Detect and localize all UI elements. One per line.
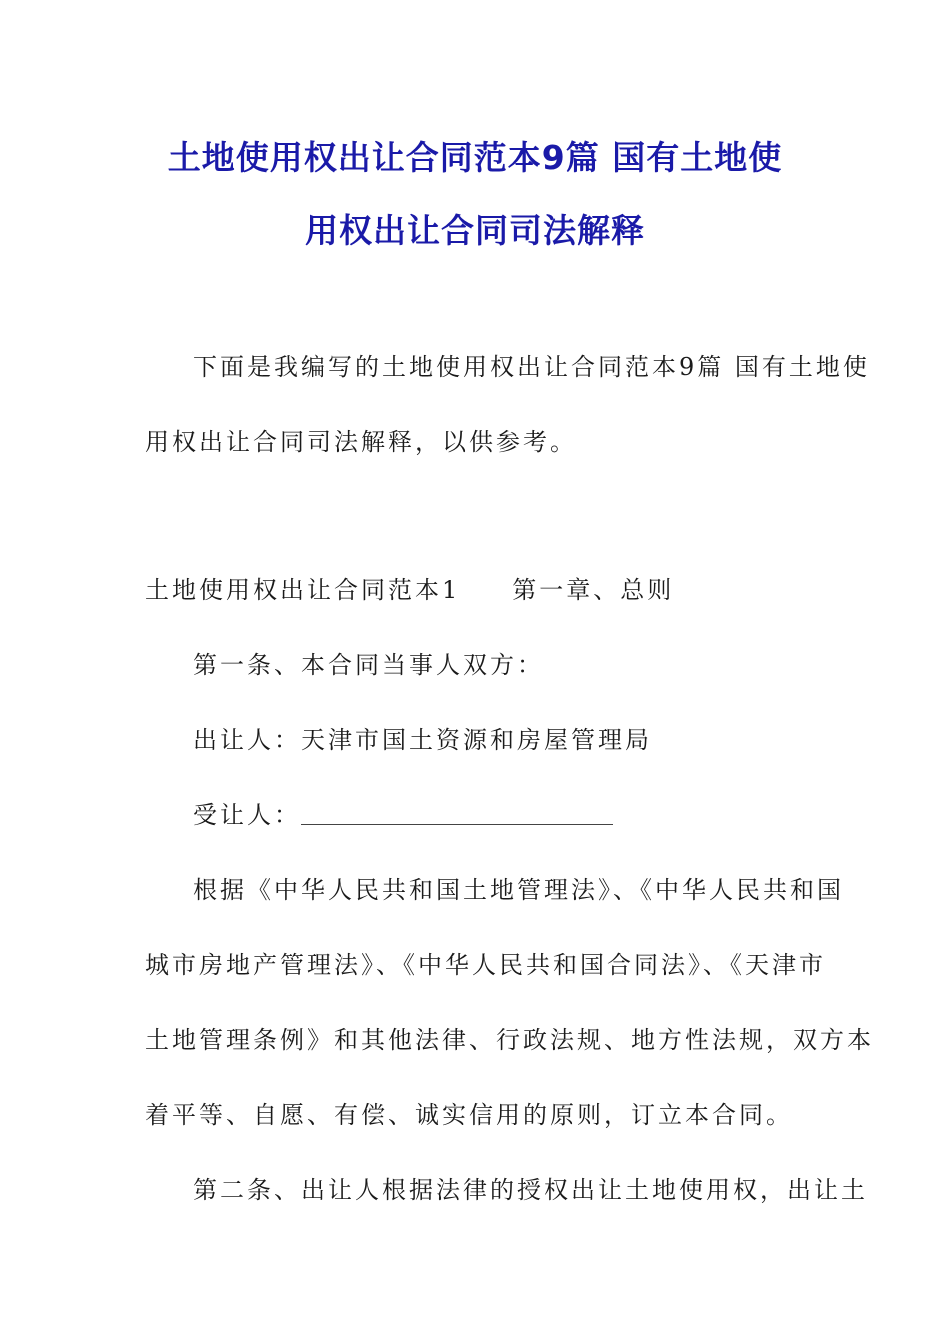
paragraph-1-line-3: 土地管理条例》和其他法律、行政法规、地方性法规，双方本 [145, 1026, 874, 1054]
intro-line-2: 用权出让合同司法解释，以供参考。 [145, 428, 577, 456]
article-1: 第一条、本合同当事人双方： [193, 651, 544, 679]
grantor-line: 出让人：天津市国土资源和房屋管理局 [193, 726, 652, 754]
intro-line-1: 下面是我编写的土地使用权出让合同范本9篇 国有土地使 [193, 353, 870, 381]
section-label: 土地使用权出让合同范本1 [145, 576, 461, 604]
grantee-line [193, 795, 613, 830]
paragraph-1-line-4: 着平等、自愿、有偿、诚实信用的原则，订立本合同。 [145, 1101, 793, 1129]
chapter-label: 第一章、总则 [512, 576, 675, 604]
paragraph-1-line-1: 根据《中华人民共和国土地管理法》、《中华人民共和国 [193, 876, 844, 904]
section-heading [145, 570, 674, 605]
document-title-line-2: 用权出让合同司法解释 [305, 211, 645, 250]
grantee-blank-field [301, 802, 613, 825]
paragraph-1-line-2: 城市房地产管理法》、《中华人民共和国合同法》、《天津市 [145, 951, 826, 979]
grantee-label: 受让人： [193, 801, 301, 829]
article-2-line-1: 第二条、出让人根据法律的授权出让土地使用权，出让土 [193, 1176, 868, 1204]
document-title-line-1: 土地使用权出让合同范本9篇 国有土地使 [167, 138, 783, 177]
